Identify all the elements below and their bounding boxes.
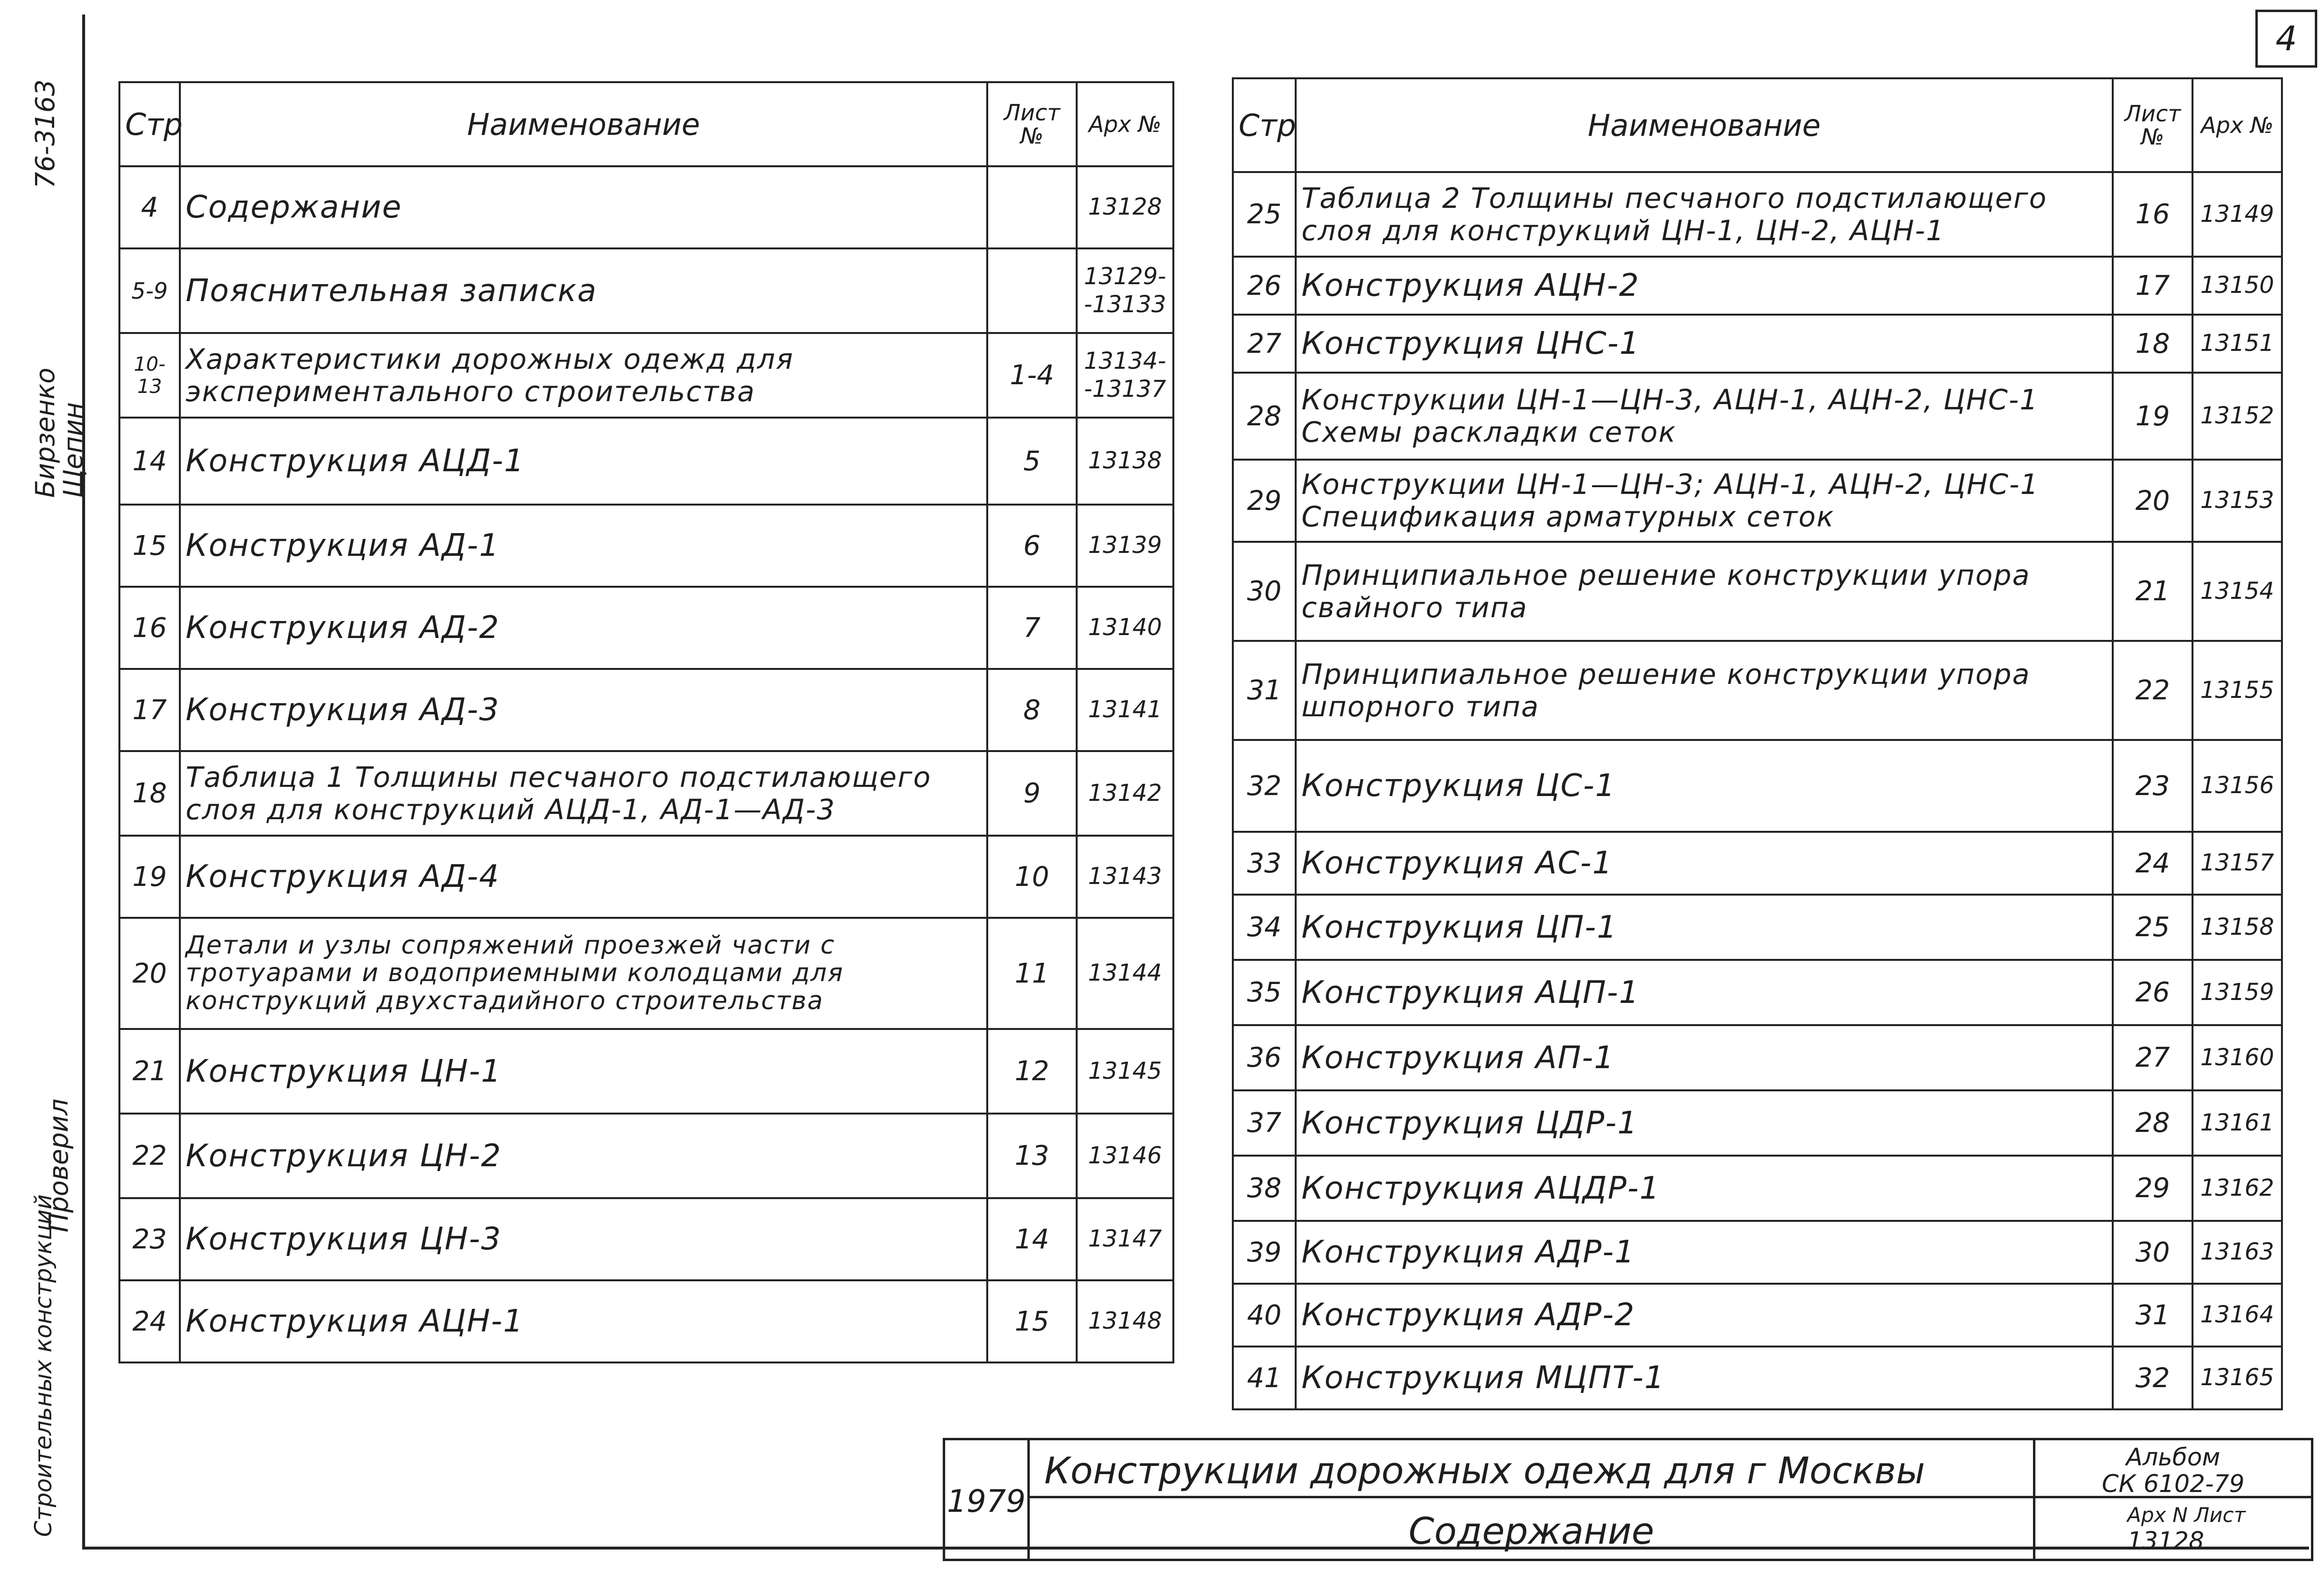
row-title: Конструкция ЦП-1 xyxy=(1296,895,2113,960)
header-page: Стр xyxy=(1233,78,1296,172)
row-title: Содержание xyxy=(180,166,987,248)
row-page: 17 xyxy=(119,669,180,751)
strip-code: 76-3163 xyxy=(30,79,60,188)
row-page: 40 xyxy=(1233,1284,1296,1347)
row-arch: 13165 xyxy=(2192,1347,2282,1409)
table-row xyxy=(119,836,1173,918)
row-title: Конструкция АЦН-1 xyxy=(180,1280,987,1362)
row-sheet: 7 xyxy=(987,587,1077,669)
row-title: Детали и узлы сопряжений проезжей части с тротуарами и водоприемными колодцами для конструкций двухстадийного строительства xyxy=(180,918,987,1029)
row-title: Конструкция ЦН-3 xyxy=(180,1198,987,1280)
row-sheet: 18 xyxy=(2113,315,2192,373)
row-page: 25 xyxy=(1233,172,1296,257)
table-row xyxy=(1233,460,2282,542)
table-row xyxy=(1233,315,2282,373)
contents-table-left xyxy=(118,81,1174,1363)
row-arch: 13140 xyxy=(1077,587,1173,669)
table-row xyxy=(119,669,1173,751)
table-row xyxy=(1233,1284,2282,1347)
table-row xyxy=(119,587,1173,669)
stamp-list-label: Лист xyxy=(2194,1503,2246,1527)
header-page: Стр xyxy=(119,82,180,166)
row-arch: 13159 xyxy=(2192,960,2282,1025)
row-title: Конструкции ЦН-1—ЦН-3, АЦН-1, АЦН-2, ЦНС-1 Схемы раскладки сеток xyxy=(1296,373,2113,460)
table-row xyxy=(1233,257,2282,315)
row-title: Конструкция ЦН-1 xyxy=(180,1029,987,1114)
row-arch: 13164 xyxy=(2192,1284,2282,1347)
row-page: 4 xyxy=(119,166,180,248)
row-arch: 13143 xyxy=(1077,836,1173,918)
row-title: Характеристики дорожных одежд для экспериментального строительства xyxy=(180,333,987,418)
stamp-title: Конструкции дорожных одежд для г Москвы xyxy=(1030,1438,2035,1498)
row-page: 24 xyxy=(119,1280,180,1362)
row-page: 36 xyxy=(1233,1025,1296,1090)
strip-name-2: Щепин xyxy=(58,402,88,498)
row-arch: 13157 xyxy=(2192,832,2282,895)
row-sheet: 22 xyxy=(2113,641,2192,740)
stamp-subtitle: Содержание xyxy=(1030,1496,2035,1561)
row-title: Конструкция АД-2 xyxy=(180,587,987,669)
row-sheet: 15 xyxy=(987,1280,1077,1362)
title-block xyxy=(943,1438,2313,1561)
row-title: Конструкция АЦД-1 xyxy=(180,418,987,505)
row-arch: 13139 xyxy=(1077,505,1173,587)
row-title: Пояснительная записка xyxy=(180,248,987,333)
table-row xyxy=(119,248,1173,333)
row-sheet: 30 xyxy=(2113,1221,2192,1284)
row-sheet: 19 xyxy=(2113,373,2192,460)
row-title: Конструкция АЦДР-1 xyxy=(1296,1156,2113,1221)
row-title: Конструкция АД-3 xyxy=(180,669,987,751)
row-sheet: 28 xyxy=(2113,1090,2192,1156)
row-title: Конструкция ЦНС-1 xyxy=(1296,315,2113,373)
table-row xyxy=(1233,1025,2282,1090)
row-sheet: 12 xyxy=(987,1029,1077,1114)
row-arch: 13152 xyxy=(2192,373,2282,460)
row-arch: 13144 xyxy=(1077,918,1173,1029)
row-arch: 13162 xyxy=(2192,1156,2282,1221)
row-title: Конструкция МЦПТ-1 xyxy=(1296,1347,2113,1409)
row-page: 34 xyxy=(1233,895,1296,960)
table-row xyxy=(119,333,1173,418)
header-name: Наименование xyxy=(180,82,987,166)
row-arch: 13155 xyxy=(2192,641,2282,740)
row-sheet xyxy=(987,248,1077,333)
row-arch: 13141 xyxy=(1077,669,1173,751)
row-title: Конструкция АД-1 xyxy=(180,505,987,587)
row-page: 30 xyxy=(1233,542,1296,641)
row-arch: 13160 xyxy=(2192,1025,2282,1090)
row-arch: 13156 xyxy=(2192,740,2282,832)
row-arch: 13147 xyxy=(1077,1198,1173,1280)
row-sheet: 10 xyxy=(987,836,1077,918)
row-arch: 13128 xyxy=(1077,166,1173,248)
row-arch: 13163 xyxy=(2192,1221,2282,1284)
table-header xyxy=(1233,78,2282,172)
row-sheet: 9 xyxy=(987,751,1077,836)
strip-checked-label: Проверил xyxy=(44,1099,74,1232)
row-page: 19 xyxy=(119,836,180,918)
table-row xyxy=(1233,960,2282,1025)
table-row xyxy=(1233,1347,2282,1409)
row-page: 16 xyxy=(119,587,180,669)
row-title: Конструкция АДР-2 xyxy=(1296,1284,2113,1347)
row-sheet: 6 xyxy=(987,505,1077,587)
row-page: 23 xyxy=(119,1198,180,1280)
row-arch: 13148 xyxy=(1077,1280,1173,1362)
row-page: 28 xyxy=(1233,373,1296,460)
row-page: 20 xyxy=(119,918,180,1029)
row-arch: 13149 xyxy=(2192,172,2282,257)
row-page: 14 xyxy=(119,418,180,505)
row-sheet: 32 xyxy=(2113,1347,2192,1409)
table-row xyxy=(1233,1221,2282,1284)
row-title: Конструкция ЦН-2 xyxy=(180,1114,987,1198)
row-page: 32 xyxy=(1233,740,1296,832)
table-row xyxy=(1233,895,2282,960)
table-row xyxy=(1233,542,2282,641)
row-page: 31 xyxy=(1233,641,1296,740)
stamp-album-code: СК 6102-79 xyxy=(2102,1470,2245,1498)
row-title: Принципиальное решение конструкции упора шпорного типа xyxy=(1296,641,2113,740)
row-page: 37 xyxy=(1233,1090,1296,1156)
stamp-album-label: Альбом xyxy=(2126,1443,2221,1471)
table-row xyxy=(119,1114,1173,1198)
row-arch: 13161 xyxy=(2192,1090,2282,1156)
strip-name-1: Бирзенко xyxy=(30,367,60,498)
row-sheet: 29 xyxy=(2113,1156,2192,1221)
contents-table-right xyxy=(1232,77,2283,1410)
row-sheet: 13 xyxy=(987,1114,1077,1198)
table-row xyxy=(119,505,1173,587)
row-arch: 13150 xyxy=(2192,257,2282,315)
stamp-arch-number: 13128 xyxy=(2127,1527,2205,1555)
row-title: Конструкция АД-4 xyxy=(180,836,987,918)
stamp-arch-label-text: Арх N xyxy=(2127,1503,2188,1527)
row-title: Таблица 2 Толщины песчаного подстилающего слоя для конструкций ЦН-1, ЦН-2, АЦН-1 xyxy=(1296,172,2113,257)
table-header xyxy=(119,82,1173,166)
row-sheet: 27 xyxy=(2113,1025,2192,1090)
row-page: 22 xyxy=(119,1114,180,1198)
row-arch: 13145 xyxy=(1077,1029,1173,1114)
row-page: 38 xyxy=(1233,1156,1296,1221)
row-page: 15 xyxy=(119,505,180,587)
row-sheet: 25 xyxy=(2113,895,2192,960)
row-sheet: 5 xyxy=(987,418,1077,505)
row-title: Конструкция АП-1 xyxy=(1296,1025,2113,1090)
row-page: 5-9 xyxy=(119,248,180,333)
table-row xyxy=(119,1029,1173,1114)
header-sheet: Лист № xyxy=(987,82,1077,166)
row-title: Принципиальное решение конструкции упора свайного типа xyxy=(1296,542,2113,641)
row-arch: 13154 xyxy=(2192,542,2282,641)
table-row xyxy=(1233,832,2282,895)
row-page: 39 xyxy=(1233,1221,1296,1284)
row-page: 27 xyxy=(1233,315,1296,373)
table-row xyxy=(119,918,1173,1029)
row-arch: 13134- -13137 xyxy=(1077,333,1173,418)
row-sheet: 21 xyxy=(2113,542,2192,641)
row-sheet: 8 xyxy=(987,669,1077,751)
row-title: Конструкция АЦН-2 xyxy=(1296,257,2113,315)
row-title: Конструкция АЦП-1 xyxy=(1296,960,2113,1025)
table-row xyxy=(119,1198,1173,1280)
row-title: Конструкция АДР-1 xyxy=(1296,1221,2113,1284)
row-sheet: 20 xyxy=(2113,460,2192,542)
stamp-year: 1979 xyxy=(943,1438,1030,1561)
row-arch: 13142 xyxy=(1077,751,1173,836)
row-sheet: 11 xyxy=(987,918,1077,1029)
table-row xyxy=(1233,1090,2282,1156)
row-page: 26 xyxy=(1233,257,1296,315)
row-title: Конструкция ЦДР-1 xyxy=(1296,1090,2113,1156)
header-sheet: Лист № xyxy=(2113,78,2192,172)
row-title: Таблица 1 Толщины песчаного подстилающего слоя для конструкций АЦД-1, АД-1—АД-3 xyxy=(180,751,987,836)
row-page: 33 xyxy=(1233,832,1296,895)
table-row xyxy=(1233,641,2282,740)
row-sheet: 24 xyxy=(2113,832,2192,895)
row-arch: 13158 xyxy=(2192,895,2282,960)
header-arch: Арх № xyxy=(2192,78,2282,172)
table-row xyxy=(1233,1156,2282,1221)
table-row xyxy=(1233,172,2282,257)
table-row xyxy=(119,418,1173,505)
strip-organization: Строительных конструкций xyxy=(30,1194,57,1537)
row-page: 18 xyxy=(119,751,180,836)
stamp-album xyxy=(2033,1438,2313,1498)
row-page: 21 xyxy=(119,1029,180,1114)
row-page: 35 xyxy=(1233,960,1296,1025)
row-sheet: 1-4 xyxy=(987,333,1077,418)
sheet-number: 4 xyxy=(2255,10,2317,68)
table-row xyxy=(119,1280,1173,1362)
row-title: Конструкция ЦС-1 xyxy=(1296,740,2113,832)
row-sheet: 17 xyxy=(2113,257,2192,315)
row-sheet xyxy=(987,166,1077,248)
table-row xyxy=(119,166,1173,248)
row-sheet: 16 xyxy=(2113,172,2192,257)
stamp-arch-cell xyxy=(2033,1496,2313,1561)
row-arch: 13146 xyxy=(1077,1114,1173,1198)
stamp-arch-label xyxy=(2035,1498,2311,1527)
table-row xyxy=(1233,373,2282,460)
table-row xyxy=(1233,740,2282,832)
row-sheet: 26 xyxy=(2113,960,2192,1025)
header-name: Наименование xyxy=(1296,78,2113,172)
row-arch: 13153 xyxy=(2192,460,2282,542)
row-arch: 13151 xyxy=(2192,315,2282,373)
row-sheet: 14 xyxy=(987,1198,1077,1280)
row-sheet: 31 xyxy=(2113,1284,2192,1347)
table-row xyxy=(119,751,1173,836)
row-arch: 13129- -13133 xyxy=(1077,248,1173,333)
row-page: 10-13 xyxy=(119,333,180,418)
row-page: 29 xyxy=(1233,460,1296,542)
row-page: 41 xyxy=(1233,1347,1296,1409)
row-sheet: 23 xyxy=(2113,740,2192,832)
header-arch: Арх № xyxy=(1077,82,1173,166)
row-arch: 13138 xyxy=(1077,418,1173,505)
row-title: Конструкции ЦН-1—ЦН-3; АЦН-1, АЦН-2, ЦНС-1 Спецификация арматурных сеток xyxy=(1296,460,2113,542)
row-title: Конструкция АС-1 xyxy=(1296,832,2113,895)
left-side-strip xyxy=(29,14,88,1547)
